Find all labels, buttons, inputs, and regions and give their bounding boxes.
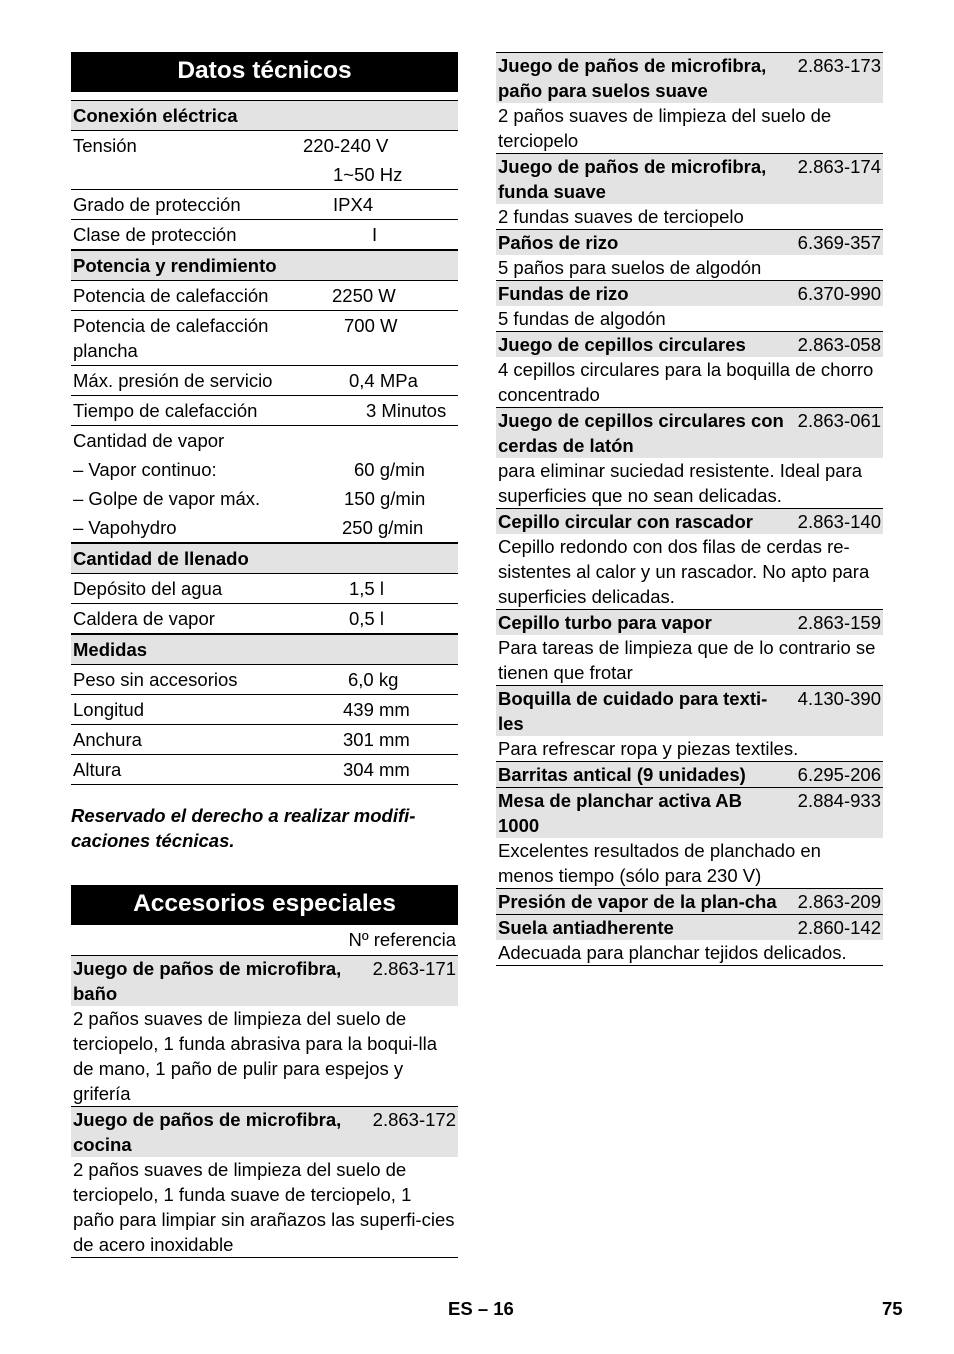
accessory-title [71,1107,458,1157]
spec-row [71,281,458,311]
accessory-reference: 2.863-061 [797,410,881,431]
spec-row [71,366,458,396]
accessory-title [496,281,883,306]
accessory-description: Adecuada para planchar tejidos delicados. [498,942,847,963]
spec-row [71,695,458,725]
accessory-item [496,280,883,331]
accessory-item [71,1106,458,1258]
accessory-reference: 2.863-172 [372,1109,456,1130]
section-header: Cantidad de llenado [71,543,458,574]
accessory-description: 2 fundas suaves de terciopelo [498,206,744,227]
accessory-item [496,153,883,229]
spec-row [71,426,458,455]
spec-label: Altura [73,759,122,780]
accessory-reference: 2.863-159 [797,612,881,633]
spec-label: Anchura [73,729,142,750]
spec-label: Tiempo de calefacción [73,400,258,421]
accessory-reference: 2.863-140 [797,511,881,532]
accessory-item [496,508,883,609]
spec-value: 2250 W [332,285,396,306]
accessory-title [496,408,883,458]
accessory-title [496,230,883,255]
accessory-item [496,787,883,888]
accessory-description: 5 paños para suelos de algodón [498,257,762,278]
accessory-reference: 6.369-357 [797,232,881,253]
spec-label: Clase de protección [73,224,237,245]
accessory-name: Paños de rizo [498,232,619,253]
accessory-description: Cepillo redondo con dos filas de cerdas re-sistentes al calor y un rascador. No apto para superficies delicadas. [498,536,870,607]
left-column [71,52,458,1258]
accessory-title [496,915,883,940]
reference-column-header: Nº referencia [348,929,456,950]
spec-value: 150 g/min [344,488,426,509]
spec-label: Caldera de vapor [73,608,215,629]
accessory-reference: 2.863-173 [797,55,881,76]
spec-value-frequency: 1~50 Hz [333,164,403,185]
spec-row [71,513,458,543]
spec-value: IPX4 [333,194,374,215]
technical-data-table [71,100,458,785]
accessory-item [496,888,883,914]
spec-label: – Vapohydro [73,517,177,538]
spec-value: I [372,224,378,245]
accessory-item [496,229,883,280]
accessory-title [71,956,458,1006]
accessory-reference: 6.370-990 [797,283,881,304]
accessory-reference: 2.863-058 [797,334,881,355]
accessory-item [496,331,883,407]
accessory-reference: 2.860-142 [797,917,881,938]
accessory-reference: 2.863-174 [797,156,881,177]
datos-tecnicos-title: Datos técnicos [71,52,458,92]
accessory-title [496,154,883,204]
accessory-reference: 2.863-209 [797,891,881,912]
spec-row [71,455,458,484]
accessories-list-right [496,52,883,966]
spec-row [71,755,458,785]
accessory-name: Cepillo circular con rascador [498,511,753,532]
accessory-name: Juego de paños de microfibra, funda suave [498,156,767,202]
spec-value: 0,4 MPa [349,370,418,391]
accesorios-title: Accesorios especiales [71,885,458,925]
accessory-title [496,332,883,357]
spec-value: 301 mm [343,729,410,750]
accessory-name: Boquilla de cuidado para texti-les [498,688,768,734]
accessory-name: Mesa de planchar activa AB 1000 [498,790,743,836]
accessory-name: Presión de vapor de la plan-cha [498,891,777,912]
accessory-title [496,53,883,103]
spec-label: Longitud [73,699,144,720]
accessories-list-left [71,955,458,1258]
spec-label: Potencia de calefacción plancha [73,315,269,361]
section-header: Potencia y rendimiento [71,250,458,281]
accessory-title [496,610,883,635]
spec-row [71,665,458,695]
spec-value: 304 mm [343,759,410,780]
accessory-name: Barritas antical (9 unidades) [498,764,746,785]
accessory-item [496,609,883,685]
spec-value: 439 mm [343,699,410,720]
accessory-name: Cepillo turbo para vapor [498,612,712,633]
spec-value: 6,0 kg [348,669,399,690]
right-column [496,52,883,966]
accessory-name: Fundas de rizo [498,283,629,304]
accessory-reference: 6.295-206 [797,764,881,785]
spec-row [71,725,458,755]
spec-row [71,574,458,604]
accessory-title [496,686,883,736]
accessory-item [496,52,883,153]
accessory-reference: 2.884-933 [797,790,881,811]
spec-label: – Vapor continuo: [73,459,217,480]
accessory-name: Juego de cepillos circulares [498,334,746,355]
accessory-title [496,788,883,838]
spec-value: 3 Minutos [366,400,447,421]
spec-label: Grado de protección [73,194,241,215]
footer-section-label: ES – 16 [448,1298,514,1319]
reserved-note: Reservado el derecho a realizar modifi- caciones técnicas. [71,805,416,851]
accessory-title [496,889,883,914]
accessory-reference: 4.130-390 [797,688,881,709]
spec-value: 60 g/min [354,459,425,480]
accessory-description: Para tareas de limpieza que de lo contrario se tienen que frotar [498,637,876,683]
spec-value: 1,5 l [349,578,384,599]
spec-label: Peso sin accesorios [73,669,238,690]
spec-row [71,220,458,250]
spec-label: Depósito del agua [73,578,223,599]
accessory-name: Juego de cepillos circulares con cerdas de latón [498,410,784,456]
accessory-description: 5 fundas de algodón [498,308,666,329]
accessory-description: 2 paños suaves de limpieza del suelo de terciopelo [498,105,832,151]
spec-value: 0,5 l [349,608,384,629]
spec-label: Tensión [73,135,137,156]
accessory-description: 2 paños suaves de limpieza del suelo de terciopelo, 1 funda suave de terciopelo, 1 paño para limpiar sin arañazos las superfi-cies de acero inoxidable [73,1159,455,1255]
accessory-name: Suela antiadherente [498,917,674,938]
accessory-description: Excelentes resultados de planchado en menos tiempo (sólo para 230 V) [498,840,821,886]
accessory-title [496,762,883,787]
page-number: 75 [882,1298,903,1319]
accessory-item [71,955,458,1106]
accessory-name: Juego de paños de microfibra, baño [73,958,342,1004]
accessory-reference: 2.863-171 [372,958,456,979]
spec-value: 700 W [344,315,398,336]
section-header: Medidas [71,634,458,665]
spec-row [71,396,458,426]
spec-value: 220-240 V [303,135,389,156]
section-header: Conexión eléctrica [71,100,458,131]
spec-row [71,311,458,366]
accessory-item [496,761,883,787]
spec-label: – Golpe de vapor máx. [73,488,261,509]
spec-value: 250 g/min [342,517,424,538]
accessory-description: 4 cepillos circulares para la boquilla de chorro concentrado [498,359,874,405]
accessory-item [496,685,883,761]
spec-label: Cantidad de vapor [73,430,225,451]
accessory-title [496,509,883,534]
accessory-item [496,914,883,966]
accessory-item [496,407,883,508]
accessory-name: Juego de paños de microfibra, paño para suelos suave [498,55,767,101]
spec-row [71,131,458,190]
spec-row [71,190,458,220]
spec-label: Máx. presión de servicio [73,370,273,391]
accessory-name: Juego de paños de microfibra, cocina [73,1109,342,1155]
accessory-description: 2 paños suaves de limpieza del suelo de terciopelo, 1 funda abrasiva para la boqui-lla de mano, 1 paño de pulir para espejos y grifería [73,1008,438,1104]
spec-row [71,484,458,513]
spec-row [71,604,458,634]
spec-label: Potencia de calefacción [73,285,269,306]
accessory-description: Para refrescar ropa y piezas textiles. [498,738,799,759]
accessory-description: para eliminar suciedad resistente. Ideal para superficies que no sean delicadas. [498,460,863,506]
